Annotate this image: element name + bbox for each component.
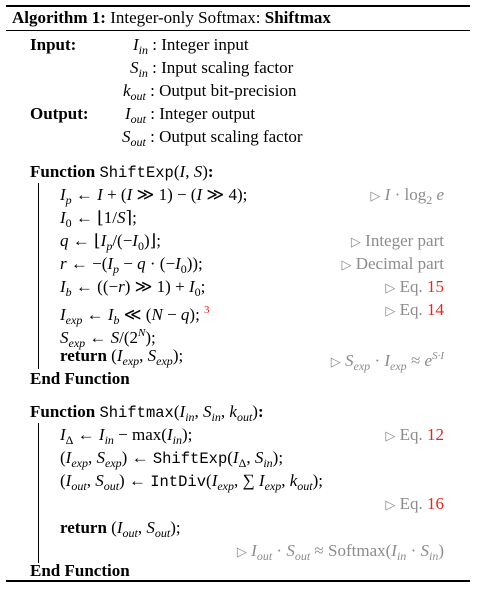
fn2-scope-bar [38, 423, 39, 563]
fn2-comment-idelta: ▷ Eq. 12 [385, 425, 444, 444]
fn1-line-r: r ← $-(I_p - q \cdot (-I_0))$; [60, 254, 203, 276]
fn1-scope-bar [38, 183, 39, 369]
fn1-comment-r: ▷ Decimal part [341, 254, 444, 273]
fn1-line-i0: $I_0$ ← ⌊1/S⌉; [60, 208, 137, 230]
footnote-ref[interactable]: 3 [204, 304, 210, 316]
fn2-line-shiftexp: ($I_{exp}$, $S_{exp}$) ← $ShiftExp(I_\Delta$, $S_{in}$); [60, 448, 284, 470]
fn1-line-q: q ← $⌊I_p/(-I_0)⌋$; [60, 231, 161, 253]
fn1-header: Function ShiftExp(I, S): [30, 162, 214, 182]
eq-ref-12[interactable]: 12 [427, 425, 444, 444]
fn2-comment-intdiv: ▷ Eq. 16 [385, 494, 444, 513]
fn2-header: Function $Shiftmax(I_{in}$, $S_{in}$, $k_{out}$): [30, 402, 264, 424]
fn1-comment-ip: ▷ $I \cdot \log_2 e$ [370, 185, 444, 207]
fn1-line-iexp: $I_{exp}$ ← $I_b$ ≪ (N − q); $^3$ [60, 304, 210, 327]
input-label: Input: [30, 35, 77, 54]
input-row-1: $I_{in}$ : Integer input [133, 35, 249, 57]
top-rule [6, 5, 470, 7]
fn2-line-idelta: $I_\Delta$ ← $I_{in} - \max(I_{in})$; [60, 425, 193, 447]
fn1-line-ip: $I_p$ ← I + (I ≫ 1) − (I ≫ 4); [60, 185, 248, 207]
input-row-3: $k_{out}$ : Output bit-precision [123, 81, 297, 103]
eq-ref-15[interactable]: 15 [427, 277, 444, 296]
input-row-2: $S_{in}$ : Input scaling factor [130, 58, 294, 80]
fn2-comment-return: ▷ $I_{out} \cdot S_{out}$ ≈ $Softmax(I_{in} \cdot S_{in})$ [236, 541, 444, 563]
header-rule [6, 30, 470, 31]
eq-ref-16[interactable]: 16 [427, 494, 444, 513]
fn1-comment-q: ▷ Integer part [350, 231, 444, 250]
fn1-line-return: return ($I_{exp}$, $S_{exp}$); [60, 346, 184, 368]
output-row-2: $S_{out}$ : Output scaling factor [122, 127, 303, 149]
fn2-end: End Function [30, 561, 130, 580]
fn1-line-sexp: $S_{exp}$ ← $S/(2^N)$; [60, 327, 156, 350]
output-label: Output: [30, 104, 89, 123]
algorithm-header: Algorithm 1: Integer-only Softmax: Shiftmax [12, 8, 331, 27]
fn2-line-return: return ($I_{out}$, $S_{out}$); [60, 518, 181, 540]
fn1-comment-iexp: ▷ Eq. 14 [385, 300, 444, 319]
fn1-end: End Function [30, 369, 130, 388]
output-row-1: $I_{out}$ : Integer output [125, 104, 256, 126]
fn1-comment-return: ▷ $S_{exp} \cdot I_{exp} \approx e^{S\cdot I}$ [330, 350, 444, 373]
fn2-line-intdiv: ($I_{out}$, $S_{out}$) ← $IntDiv(I_{exp}$, ∑ $I_{exp}$, $k_{out}$); [60, 471, 323, 493]
fn1-comment-ib: ▷ Eq. 15 [385, 277, 444, 296]
fn1-line-ib: $I_b$ ← ((−r) ≫ $1) + I_0$; [60, 277, 206, 299]
eq-ref-14[interactable]: 14 [427, 300, 444, 319]
